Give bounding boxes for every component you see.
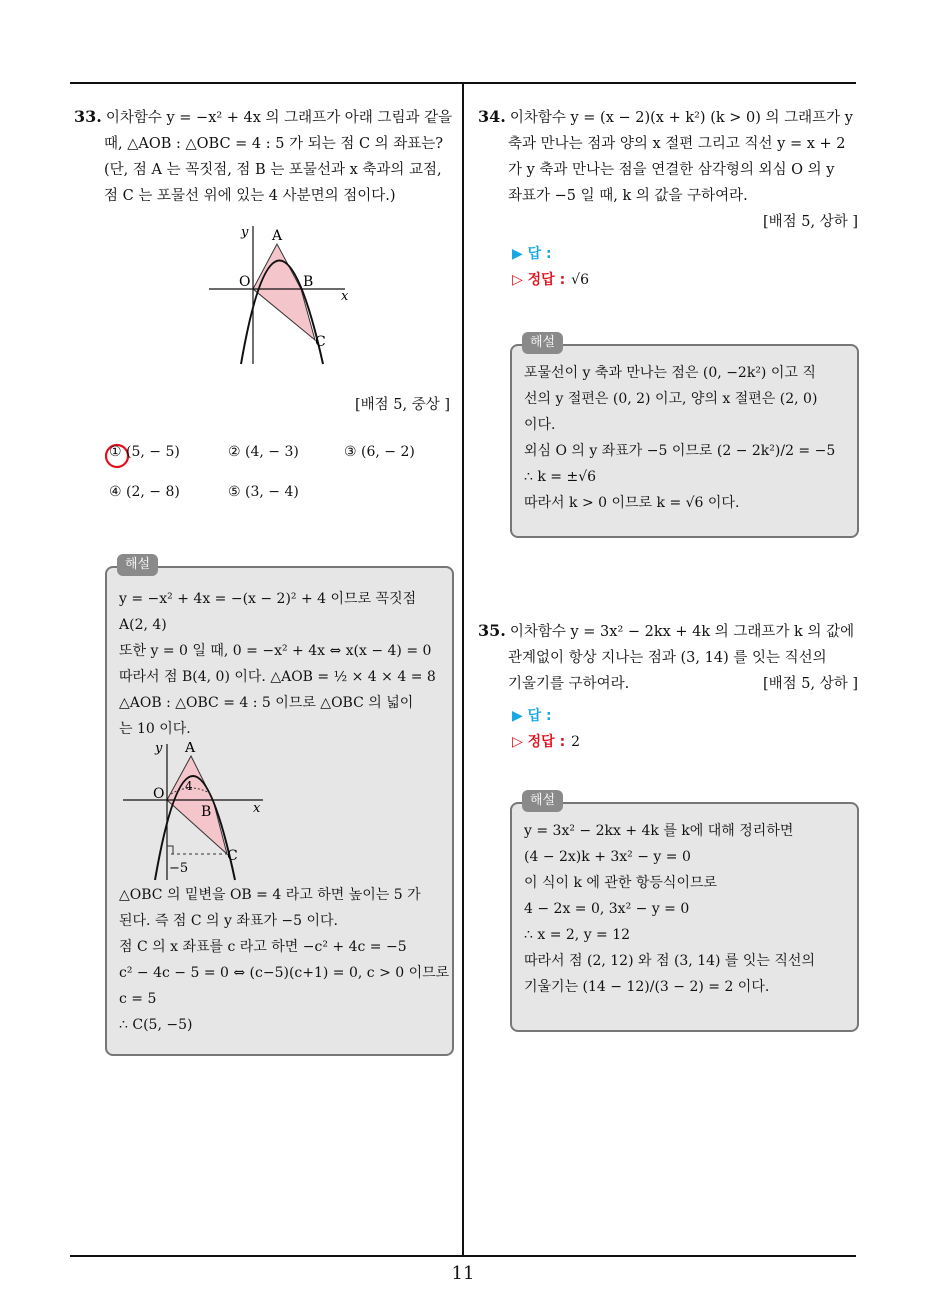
x-axis-label: x: [253, 801, 261, 816]
explanation-line: 이 식이 k 에 관한 항등식이므로: [524, 875, 718, 891]
explanation-line: 따라서 점 B(4, 0) 이다. △AOB = ½ × 4 × 4 = 8: [119, 669, 436, 685]
question-text-line: 이차함수 y = 3x² − 2kx + 4k 의 그래프가 k 의 값에: [509, 624, 855, 640]
point-label-c: C: [315, 334, 326, 350]
q34-explanation-box: [510, 335, 859, 538]
explanation-line: △OBC 의 밑변을 OB = 4 라고 하면 높이는 5 가: [119, 887, 421, 903]
answer-field[interactable]: ▶ 답 :: [512, 708, 552, 724]
x-axis-label: x: [341, 289, 349, 304]
q35-score: [배점 5, 상하 ]: [762, 676, 858, 692]
question-number: 34.: [478, 107, 506, 126]
explanation-line: (4 − 2x)k + 3x² − y = 0: [524, 849, 691, 865]
point-label-c: C: [227, 848, 238, 864]
shaded-triangle-obc: [167, 800, 227, 854]
shaded-triangle-obc: [253, 289, 315, 340]
question-number: 33.: [74, 107, 102, 126]
page-number: 11: [451, 1263, 475, 1284]
correct-answer: ▷ 정답 : √6: [512, 272, 589, 288]
explanation-line: 따라서 k > 0 이므로 k = √6 이다.: [524, 495, 740, 511]
explanation-line: △AOB : △OBC = 4 : 5 이므로 △OBC 의 넓이: [119, 695, 414, 711]
question-text-line: 좌표가 −5 일 때, k 의 값을 구하여라.: [508, 188, 748, 204]
choice-3[interactable]: ③ (6, − 2): [344, 444, 415, 460]
point-label-b: B: [201, 804, 212, 820]
explanation-tag: 해설: [522, 332, 563, 354]
choice-4[interactable]: ④ (2, − 8): [109, 484, 180, 500]
base-length-label: 4: [185, 779, 193, 793]
question-text-line: 때, △AOB : △OBC = 4 : 5 가 되는 점 C 의 좌표는?: [104, 136, 444, 152]
choice-2[interactable]: ② (4, − 3): [228, 444, 299, 460]
point-label-a: A: [272, 228, 283, 244]
explanation-line: 된다. 즉 점 C 의 y 좌표가 −5 이다.: [119, 913, 339, 929]
correct-answer: ▷ 정답 : 2: [512, 734, 581, 750]
shaded-triangle-aob: [167, 756, 213, 800]
choice-1[interactable]: ① (5, − 5): [109, 444, 180, 460]
q33-choices: [106, 444, 456, 504]
question-number: 35.: [478, 621, 506, 640]
question-33: [74, 104, 459, 209]
point-label-a: A: [185, 742, 196, 756]
question-text-line: 점 C 는 포물선 위에 있는 4 사분면의 점이다.): [104, 188, 396, 204]
explanation-tag: 해설: [117, 554, 158, 576]
explanation-line: ∴ k = ±√6: [524, 469, 597, 485]
explanation-line: c = 5: [119, 991, 157, 1007]
explanation-line: y = 3x² − 2kx + 4k 를 k에 대해 정리하면: [524, 823, 794, 839]
point-label-o: O: [153, 786, 165, 802]
q33-parabola-graph: [205, 222, 355, 368]
explanation-line: 점 C 의 x 좌표를 c 라고 하면 −c² + 4c = −5: [119, 939, 407, 955]
q34-score: [배점 5, 상하 ]: [762, 214, 858, 230]
question-text-line: 기울기를 구하여라.: [508, 676, 630, 692]
explanation-line: 포물선이 y 축과 만나는 점은 (0, −2k²) 이고 직: [524, 365, 816, 381]
column-divider: [462, 82, 464, 1257]
explanation-line: ∴ C(5, −5): [119, 1017, 193, 1033]
right-angle-mark: [167, 846, 173, 854]
explanation-graph: [121, 742, 281, 882]
point-label-b: B: [303, 274, 314, 290]
choice-5[interactable]: ⑤ (3, − 4): [228, 484, 299, 500]
height-label: −5: [169, 861, 189, 876]
explanation-line: 외심 O 의 y 좌표가 −5 이므로 (2 − 2k²)/2 = −5: [524, 443, 836, 459]
answer-field[interactable]: ▶ 답 :: [512, 246, 552, 262]
explanation-line: 선의 y 절편은 (0, 2) 이고, 양의 x 절편은 (2, 0): [524, 391, 818, 407]
q33-explanation-box: [105, 557, 454, 1056]
question-text-line: 이차함수 y = (x − 2)(x + k²) (k > 0) 의 그래프가 y: [509, 110, 853, 126]
explanation-line: 또한 y = 0 일 때, 0 = −x² + 4x ⇔ x(x − 4) = 0: [119, 643, 432, 659]
explanation-line: 기울기는 (14 − 12)/(3 − 2) = 2 이다.: [524, 979, 770, 995]
q33-score: [배점 5, 중상 ]: [354, 397, 450, 413]
question-text-line: 축과 만나는 점과 양의 x 절편 그리고 직선 y = x + 2: [508, 136, 846, 152]
shaded-triangle-aob: [253, 244, 301, 289]
explanation-line: c² − 4c − 5 = 0 ⇔ (c−5)(c+1) = 0, c > 0 이므로: [119, 965, 450, 981]
bottom-rule: [70, 1255, 856, 1257]
explanation-line: 이다.: [524, 417, 556, 433]
y-axis-label: y: [241, 225, 249, 240]
question-text-line: (단, 점 A 는 꼭짓점, 점 B 는 포물선과 x 축과의 교점,: [104, 162, 442, 178]
question-text-line: 가 y 축과 만나는 점을 연결한 삼각형의 외심 O 의 y: [508, 162, 835, 178]
explanation-line: 는 10 이다.: [119, 721, 191, 737]
q35-explanation-box: [510, 793, 859, 1032]
point-label-o: O: [239, 274, 251, 290]
question-34: [478, 104, 858, 293]
explanation-line: y = −x² + 4x = −(x − 2)² + 4 이므로 꼭짓점: [119, 591, 417, 607]
question-text-line: 이차함수 y = −x² + 4x 의 그래프가 아래 그림과 같을: [105, 110, 453, 126]
explanation-line: ∴ x = 2, y = 12: [524, 927, 631, 943]
explanation-line: 따라서 점 (2, 12) 와 점 (3, 14) 를 잇는 직선의: [524, 953, 815, 969]
explanation-line: A(2, 4): [119, 617, 167, 633]
question-text-line: 관계없이 항상 지나는 점과 (3, 14) 를 잇는 직선의: [508, 650, 827, 666]
question-35: [478, 618, 858, 755]
explanation-line: 4 − 2x = 0, 3x² − y = 0: [524, 901, 690, 917]
y-axis-label: y: [155, 742, 163, 756]
explanation-tag: 해설: [522, 790, 563, 812]
